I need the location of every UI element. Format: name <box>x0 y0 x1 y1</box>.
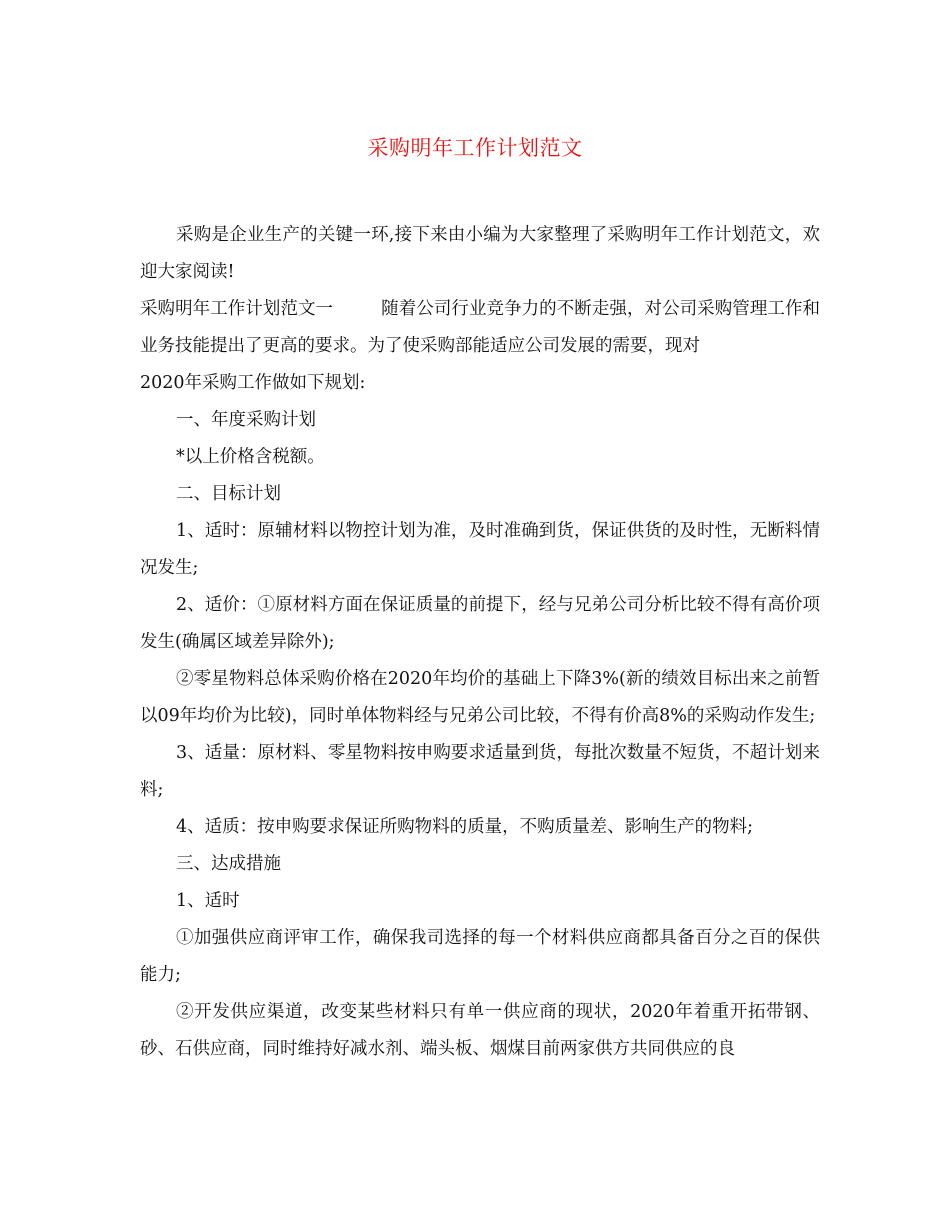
document-title: 采购明年工作计划范文 <box>367 136 583 160</box>
item-price: 2、适价：①原材料方面在保证质量的前提下，经与兄弟公司分析比较不得有高价项发生(确属区域差异除外); <box>140 595 820 652</box>
section-heading-paragraph <box>140 291 820 365</box>
document-body <box>140 217 820 1068</box>
measure-timely: 1、适时 <box>176 891 240 911</box>
item-quantity: 3、适量：原材料、零星物料按申购要求适量到货，每批次数量不短货，不超计划来料; <box>140 743 820 800</box>
measure-supply-channels: ②开发供应渠道，改变某些材料只有单一供应商的现状，2020年着重开拓带钢、砂、石供应商，同时维持好减水剂、端头板、烟煤目前两家供方共同供应的良 <box>140 1002 820 1059</box>
section-heading: 采购明年工作计划范文一 <box>140 299 334 319</box>
heading-annual-plan: 一、年度采购计划 <box>176 410 316 430</box>
tax-note: *以上价格含税额。 <box>176 447 325 467</box>
heading-target-plan: 二、目标计划 <box>176 484 281 504</box>
heading-measures: 三、达成措施 <box>176 854 281 874</box>
item-timely: 1、适时：原辅材料以物控计划为准，及时准确到货，保证供货的及时性，无断料情况发生; <box>140 521 820 578</box>
intro-paragraph: 采购是企业生产的关键一环,接下来由小编为大家整理了采购明年工作计划范文，欢迎大家阅读! <box>140 225 820 282</box>
item-quality: 4、适质：按申购要求保证所购物料的质量，不购质量差、影响生产的物料; <box>176 817 754 837</box>
item-price-sub: ②零星物料总体采购价格在2020年均价的基础上下降3%(新的绩效目标出来之前暂以09年均价为比较)，同时单体物料经与兄弟公司比较，不得有价高8%的采购动作发生; <box>140 669 820 726</box>
plan-year-line: 2020年采购工作做如下规划: <box>140 373 366 393</box>
section-intro: 随着公司行业竞争力的不断走强，对公司采购管理工作和业务技能提出了更高的要求。为了使采购部能适应公司发展的需要，现对 <box>140 299 821 356</box>
measure-supplier-review: ①加强供应商评审工作，确保我司选择的每一个材料供应商都具备百分之百的保供能力; <box>140 928 820 985</box>
